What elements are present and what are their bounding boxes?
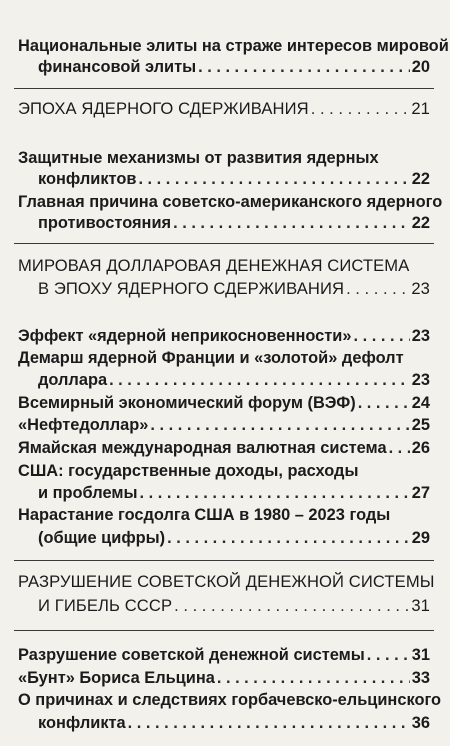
toc-entry-line xyxy=(38,57,430,77)
leader-dots xyxy=(346,279,409,299)
toc-entry-line xyxy=(18,148,430,168)
leader-dots xyxy=(217,668,410,688)
page-number: 20 xyxy=(411,58,430,76)
leader-dots xyxy=(198,57,410,77)
leader-dots xyxy=(354,326,410,346)
toc-section-heading xyxy=(38,279,430,299)
leader-dots xyxy=(389,438,410,458)
section-title: РАЗРУШЕНИЕ СОВЕТСКОЙ ДЕНЕЖНОЙ СИСТЕМЫ xyxy=(18,572,435,591)
section-divider xyxy=(14,560,434,561)
toc-entry-line xyxy=(18,461,430,481)
section-divider xyxy=(14,88,434,89)
page-number: 24 xyxy=(411,394,430,412)
page-number: 31 xyxy=(411,646,430,664)
page-number: 23 xyxy=(411,371,430,389)
toc-entry-text: Ямайская международная валютная система xyxy=(18,439,387,457)
section-title: В ЭПОХУ ЯДЕРНОГО СДЕРЖИВАНИЯ xyxy=(38,279,345,298)
page-number: 33 xyxy=(411,669,430,687)
page-number: 27 xyxy=(411,484,430,502)
page-number: 26 xyxy=(411,439,430,457)
leader-dots xyxy=(174,596,409,616)
toc-entry-text: США: государственные доходы, расходы xyxy=(18,462,359,480)
page-number: 25 xyxy=(411,416,430,434)
toc-entry-text: О причинах и следствиях горбачевско-ельцинского xyxy=(18,691,442,709)
toc-entry-text: финансовой элиты xyxy=(38,58,197,76)
leader-dots xyxy=(358,393,410,413)
toc-entry-line xyxy=(18,393,430,413)
toc-entry-text: доллара xyxy=(38,371,108,389)
toc-section-heading xyxy=(18,572,435,592)
toc-entry-text: Эффект «ядерной неприкосновенности» xyxy=(18,327,352,345)
page-number: 31 xyxy=(411,596,430,615)
toc-entry-text: Национальные элиты на страже интересов мировой xyxy=(18,37,449,55)
page-number: 29 xyxy=(411,529,430,547)
toc-entry-line xyxy=(38,713,430,733)
page-number: 21 xyxy=(411,99,430,118)
leader-dots xyxy=(140,483,410,503)
show-through-text xyxy=(150,120,153,134)
leader-dots xyxy=(173,213,410,233)
page-number: 22 xyxy=(411,170,430,188)
toc-entry-text: конфликта xyxy=(38,714,126,732)
section-divider xyxy=(14,243,434,244)
toc-entry-text: «Бунт» Бориса Ельцина xyxy=(18,669,215,687)
toc-section-heading xyxy=(38,596,430,616)
toc-entry-line xyxy=(18,505,430,525)
section-divider xyxy=(14,630,434,631)
toc-entry-text: Защитные механизмы от развития ядерных xyxy=(18,149,379,167)
section-title: МИРОВАЯ ДОЛЛАРОВАЯ ДЕНЕЖНАЯ СИСТЕМА xyxy=(18,256,410,275)
toc-entry-line xyxy=(18,668,430,688)
toc-entry-text: конфликтов xyxy=(38,170,137,188)
toc-entry-line xyxy=(38,483,430,503)
toc-entry-text: и проблемы xyxy=(38,484,138,502)
toc-entry-text: Демарш ядерной Франции и «золотой» дефолт xyxy=(18,349,404,367)
leader-dots xyxy=(311,99,410,119)
leader-dots xyxy=(150,415,409,435)
toc-entry-line xyxy=(18,438,430,458)
toc-entry-line xyxy=(18,326,430,346)
page-number: 23 xyxy=(411,327,430,345)
toc-entry-text: Разрушение советской денежной системы xyxy=(18,646,365,664)
toc-entry-text: «Нефтедоллар» xyxy=(18,416,149,434)
toc-entry-text: Нарастание госдолга США в 1980 – 2023 годы xyxy=(18,506,391,524)
toc-entry-text: Всемирный экономический форум (ВЭФ) xyxy=(18,394,356,412)
toc-entry-line xyxy=(18,348,430,368)
toc-entry-text: (общие цифры) xyxy=(38,529,166,547)
leader-dots xyxy=(167,528,410,548)
leader-dots xyxy=(128,713,410,733)
toc-entry-line xyxy=(18,415,430,435)
leader-dots xyxy=(138,169,409,189)
toc-section-heading xyxy=(18,99,430,119)
toc-entry-line xyxy=(18,645,430,665)
toc-entry-line xyxy=(18,690,442,710)
page-number: 23 xyxy=(411,279,430,298)
toc-entry-text: Главная причина советско-американского ядерного xyxy=(18,193,443,211)
toc-entry-line xyxy=(18,192,443,212)
toc-entry-line xyxy=(38,528,430,548)
page-number: 22 xyxy=(411,214,430,232)
leader-dots xyxy=(367,645,410,665)
toc-entry-text: противостояния xyxy=(38,214,172,232)
toc-entry-line xyxy=(38,169,430,189)
toc-entry-line xyxy=(18,36,449,56)
leader-dots xyxy=(109,370,410,390)
page-number: 36 xyxy=(411,714,430,732)
section-title: ЭПОХА ЯДЕРНОГО СДЕРЖИВАНИЯ xyxy=(18,99,309,118)
section-title: И ГИБЕЛЬ СССР xyxy=(38,596,173,615)
toc-entry-line xyxy=(38,370,430,390)
toc-section-heading xyxy=(18,256,430,276)
toc-entry-line xyxy=(38,213,430,233)
